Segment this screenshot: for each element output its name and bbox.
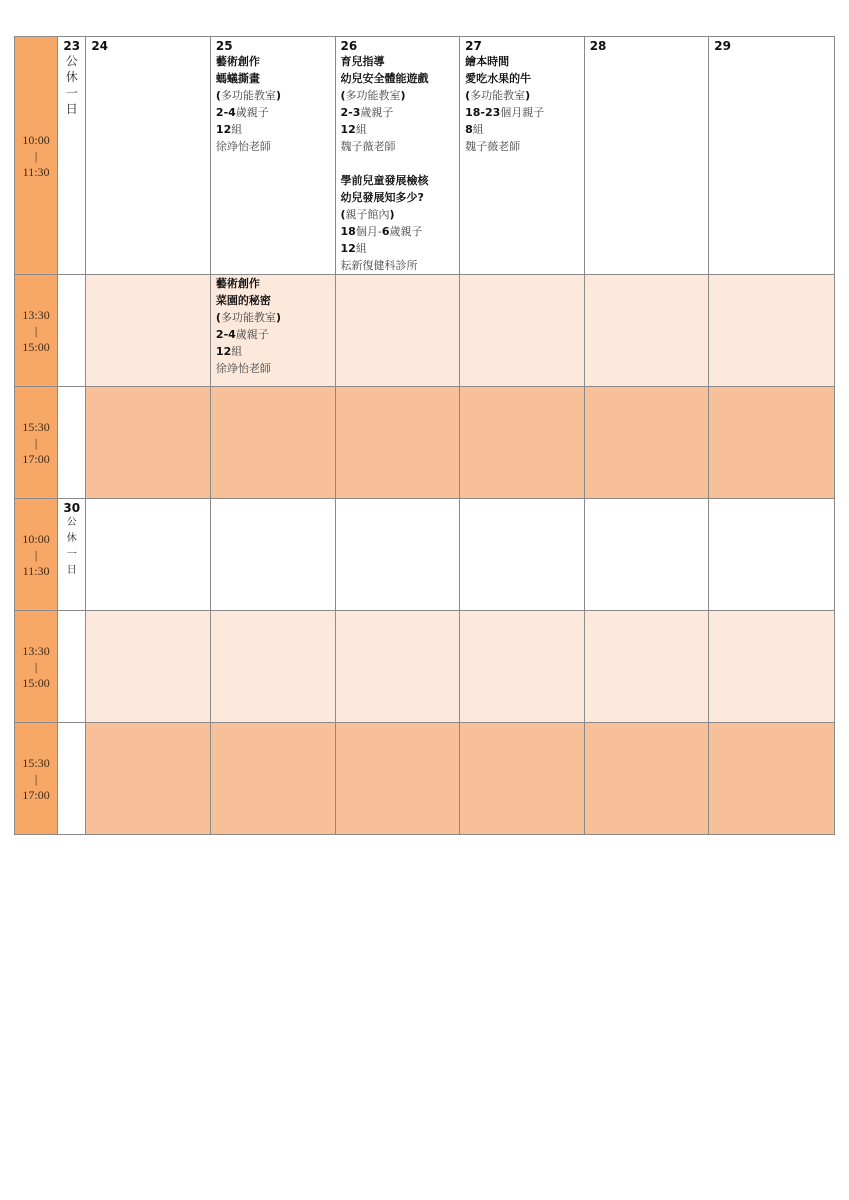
time-slot-late [15,387,58,499]
room-name: 多功能教室 [470,89,526,102]
event-art-ant-collage [211,53,335,155]
day-cell-empty [335,723,460,835]
event-title: 菜園的秘密 [215,294,271,307]
holiday-char: 日 [66,565,77,576]
paren: ) [389,208,395,221]
day-cell-empty [335,499,460,611]
event-teacher: 耘新復健科診所 [340,259,418,272]
day-cell-25-late [210,387,335,499]
day-cell-empty [210,499,335,611]
group-unit: 組 [231,345,243,358]
day-cell-empty [86,499,211,611]
day-cell-24 [86,37,211,275]
day-number-24: 24 [91,39,109,53]
paren: ( [215,311,221,324]
age-range: 2-3 [340,106,361,119]
group-count: 8 [465,123,473,136]
day-cell-25 [210,37,335,275]
age-range: 18 [340,225,356,238]
day-cell-empty [709,611,835,723]
event-age [341,104,456,121]
time-start: 10:00 [22,531,50,546]
day-cell-24-afternoon [86,275,211,387]
age-range: 2-4 [215,328,236,341]
time-slot-morning [15,499,58,611]
time-slot-afternoon [15,275,58,387]
event-age [465,104,580,121]
holiday-char: 休 [66,533,77,544]
holiday-char: 日 [65,102,78,116]
event-development-check [336,172,460,274]
time-start: 15:30 [22,755,50,770]
day-cell-26-late [335,387,460,499]
day-cell-27 [460,37,585,275]
age-range: 6 [381,225,390,238]
day-cell-26-afternoon [335,275,460,387]
day-cell-empty [709,723,835,835]
day-cell-29-afternoon [709,275,835,387]
group-unit: 組 [472,123,484,136]
age-unit: 個月親子 [500,106,545,119]
age-unit: 歲親子 [235,106,269,119]
week1-afternoon-row [15,275,835,387]
time-slot-afternoon [15,611,58,723]
time-separator: | [34,659,38,674]
day-cell-empty [584,499,709,611]
day-cell-25-afternoon [210,275,335,387]
day-cell-empty [86,723,211,835]
schedule-table [14,36,835,835]
event-category: 學前兒童發展檢核 [340,174,429,187]
time-start: 13:30 [22,643,50,658]
group-count: 12 [215,345,232,358]
event-groups [216,343,331,360]
day-number-30: 30 [63,501,81,515]
group-unit: 組 [231,123,243,136]
age-unit: 歲親子 [360,106,394,119]
group-count: 12 [215,123,232,136]
event-category: 育兒指導 [340,55,385,68]
time-separator: | [34,547,38,562]
week1-late-row [15,387,835,499]
week1-morning-row [15,37,835,275]
holiday-cell-blank [58,387,86,499]
time-start: 15:30 [22,419,50,434]
day-cell-28 [584,37,709,275]
holiday-cell-blank [58,723,86,835]
paren: ( [215,89,221,102]
age-range: 2-4 [215,106,236,119]
day-number-25: 25 [215,39,233,53]
event-safety-play [336,53,460,155]
event-teacher: 魏子薇老師 [465,140,521,153]
event-room [216,87,331,104]
event-age [341,223,456,240]
event-teacher: 魏子薇老師 [340,140,396,153]
day-number-28: 28 [589,39,607,53]
paren: ) [275,89,281,102]
time-slot-morning [15,37,58,275]
paren: ) [275,311,281,324]
day-cell-28-late [584,387,709,499]
event-title: 螞蟻撕畫 [215,72,260,85]
event-groups [465,121,580,138]
group-unit: 組 [355,242,367,255]
age-range: 18-23 [465,106,501,119]
time-end: 11:30 [22,563,50,578]
event-title: 幼兒安全體能遊戲 [340,72,429,85]
holiday-cell-23 [58,37,86,275]
event-category: 藝術創作 [215,277,260,290]
day-cell-27-late [460,387,585,499]
day-cell-empty [210,723,335,835]
week2-late-row [15,723,835,835]
day-number-27: 27 [465,39,482,53]
age-unit: 歲親子 [389,225,423,238]
day-cell-27-afternoon [460,275,585,387]
event-groups [341,240,456,257]
holiday-cell-blank [58,275,86,387]
day-cell-empty [460,499,585,611]
event-category: 繪本時間 [465,55,510,68]
holiday-char: 公 [66,517,77,528]
paren: ( [340,89,346,102]
day-cell-26 [335,37,460,275]
time-start: 13:30 [22,307,50,322]
event-title: 愛吃水果的牛 [465,72,532,85]
event-room [216,309,331,326]
time-separator: | [34,771,38,786]
time-end: 15:00 [22,339,50,354]
day-cell-empty [709,499,835,611]
time-start: 10:00 [22,132,50,147]
event-teacher: 徐竫怡老師 [215,140,271,153]
time-end: 17:00 [22,787,50,802]
week2-afternoon-row [15,611,835,723]
holiday-char: 一 [66,549,77,560]
time-separator: | [34,435,38,450]
day-cell-29 [709,37,835,275]
room-name: 多功能教室 [345,89,401,102]
time-end: 15:00 [22,675,50,690]
time-separator: | [34,148,38,163]
day-cell-empty [584,723,709,835]
day-cell-28-afternoon [584,275,709,387]
day-number-29: 29 [714,39,731,53]
group-count: 12 [340,123,356,136]
paren: ( [465,89,471,102]
time-slot-late [15,723,58,835]
event-teacher: 徐竫怡老師 [215,362,271,375]
holiday-char: 公 [65,54,78,68]
day-cell-empty [460,723,585,835]
event-room [465,87,580,104]
time-end: 17:00 [22,451,50,466]
holiday-cell-30 [58,499,86,611]
age-unit: 歲親子 [235,328,269,341]
day-cell-empty [460,611,585,723]
paren: ( [340,208,346,221]
event-picture-book [460,53,584,155]
age-mid: 個月- [355,225,382,238]
time-end: 11:30 [22,164,50,179]
day-cell-empty [584,611,709,723]
paren: ) [525,89,531,102]
day-cell-29-late [709,387,835,499]
holiday-note [58,515,85,579]
event-room [341,87,456,104]
day-cell-24-late [86,387,211,499]
holiday-cell-blank [58,611,86,723]
event-room [341,206,456,223]
week2-morning-row [15,499,835,611]
event-age [216,104,331,121]
group-unit: 組 [355,123,367,136]
paren: ) [400,89,406,102]
room-name: 多功能教室 [220,311,276,324]
group-count: 12 [340,242,356,255]
event-art-vegetable-garden [211,275,335,377]
holiday-char: 一 [65,86,78,100]
time-separator: | [34,323,38,338]
event-age [216,326,331,343]
room-name: 多功能教室 [220,89,276,102]
holiday-note [58,53,85,117]
day-number-23: 23 [63,39,81,53]
day-number-26: 26 [340,39,358,53]
day-cell-empty [335,611,460,723]
event-groups [216,121,331,138]
room-name: 親子館內 [345,208,390,221]
day-cell-empty [210,611,335,723]
event-groups [341,121,456,138]
day-cell-empty [86,611,211,723]
event-title: 幼兒發展知多少? [340,191,424,204]
holiday-char: 休 [65,70,78,84]
event-category: 藝術創作 [215,55,260,68]
